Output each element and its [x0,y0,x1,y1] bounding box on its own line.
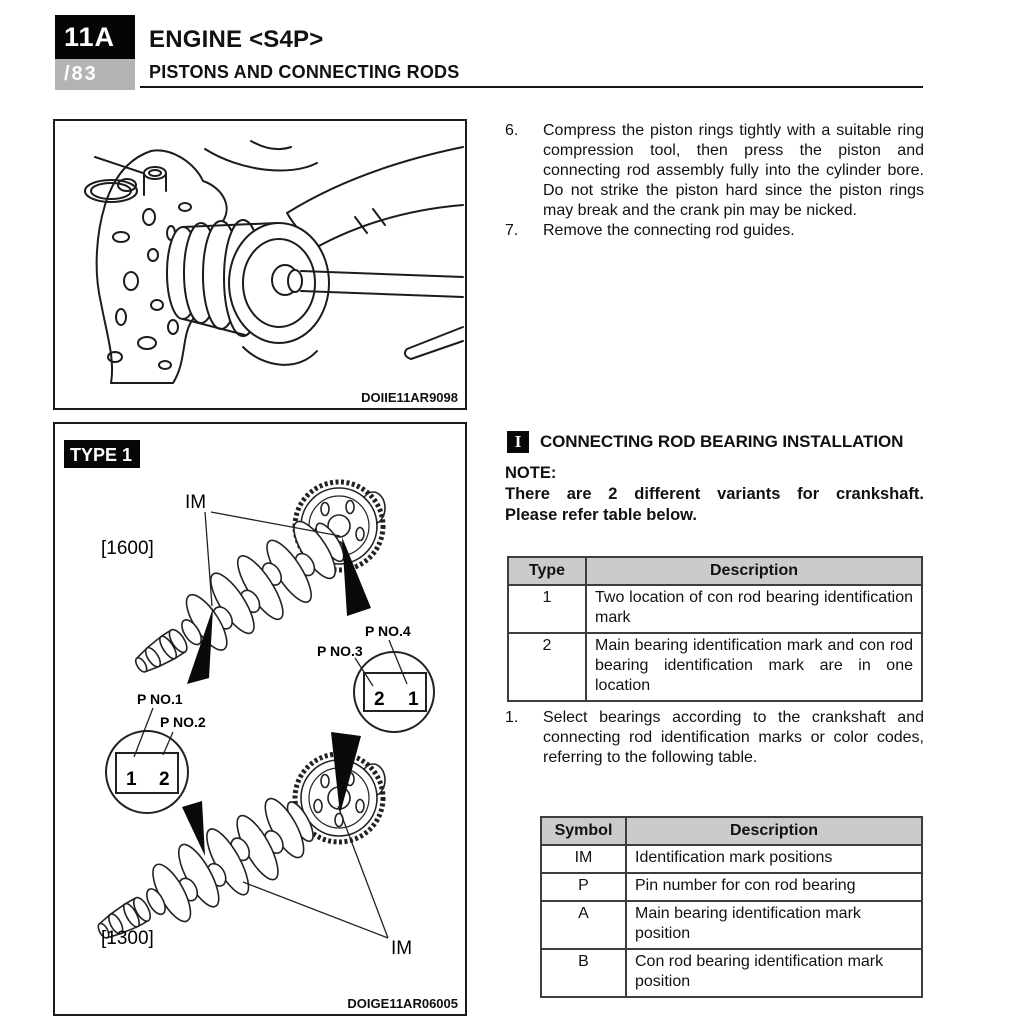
procedure-step-1 [505,708,924,768]
symbol-description-cell: Con rod bearing identification mark position [626,949,922,997]
header-rule [140,86,923,88]
detail-bubble-pno12 [106,731,188,813]
note-line2: Please refer table below. [505,506,697,524]
figure-ring-compressor [53,119,467,410]
step-text: Compress the piston rings tightly with a suitable ring compression tool, then press the piston and connecting rod assembly fully into the cylinder bore. Do not strike the piston hard since the piston rings may break and the crank pin may be nicked. [543,122,924,219]
step-text: Remove the connecting rod guides. [543,222,795,239]
page-subtitle: PISTONS AND CONNECTING RODS [149,62,460,82]
detail-bubble-pno34 [354,652,434,732]
p-no4-label: P NO.4 [365,623,411,639]
variant-type-cell: 1 [508,585,586,633]
figure-crankshaft-type1 [53,422,467,1016]
section-title: CONNECTING ROD BEARING INSTALLATION [540,432,904,451]
note-label: NOTE: [505,464,557,482]
p-no3-label: P NO.3 [317,643,363,659]
symbol-cell: A [541,901,626,949]
ring-compressor-line-art [55,121,465,408]
variant-table [507,556,923,702]
note-line1: There are 2 different variants for crankshaft. [505,485,924,503]
pin-mark-1: 1 [408,689,419,710]
procedure-steps [505,121,924,241]
pin-mark-2: 2 [374,689,385,710]
p-no1-label: P NO.1 [137,691,183,707]
variant-table-header-description: Description [586,557,922,585]
pin-mark-1b: 1 [126,769,137,790]
step-number: 7. [505,222,519,239]
page-code-badge: /83 [55,59,135,90]
p-no2-label: P NO.2 [160,714,206,730]
table-row [508,585,922,633]
type1-label: TYPE 1 [70,445,133,465]
step-text: Select bearings according to the crankshaft and connecting rod identification marks or color codes, referring to the following table. [543,709,924,766]
symbol-description-cell: Pin number for con rod bearing [626,873,922,901]
variant-description-cell: Two location of con rod bearing identification mark [586,585,922,633]
page-title: ENGINE <S4P> [149,26,324,53]
im-label-top: IM [185,492,207,513]
table-row [541,901,922,949]
note-block [505,463,924,526]
symbol-cell: IM [541,845,626,873]
engine-1600-label: [1600] [101,538,154,559]
symbol-cell: P [541,873,626,901]
table-row [508,633,922,701]
crankshaft-line-art [55,424,465,1014]
pin-mark-2b: 2 [159,769,170,790]
engine-1300-label: [1300] [101,928,154,949]
variant-description-cell: Main bearing identification mark and con rod bearing identification mark are in one location [586,633,922,701]
im-label-bottom: IM [391,938,413,959]
table-row [541,845,922,873]
step-6 [505,121,924,221]
step-number: 6. [505,122,519,139]
step-number: 1. [505,709,519,726]
symbol-table-header-description: Description [626,817,922,845]
step-7 [505,221,924,241]
symbol-table [540,816,923,998]
symbol-description-cell: Identification mark positions [626,845,922,873]
symbol-description-cell: Main bearing identification mark position [626,901,922,949]
variant-type-cell: 2 [508,633,586,701]
table-row [541,873,922,901]
symbol-table-header-symbol: Symbol [541,817,626,845]
symbol-cell: B [541,949,626,997]
chapter-code-badge: 11A [55,15,135,59]
figure2-caption: DOIGE11AR06005 [347,996,458,1011]
table-row [541,949,922,997]
step-1 [505,708,924,768]
figure1-caption: DOIIE11AR9098 [361,390,458,405]
variant-table-header-type: Type [508,557,586,585]
section-marker-icon: I [507,431,529,453]
section-heading [507,431,924,453]
